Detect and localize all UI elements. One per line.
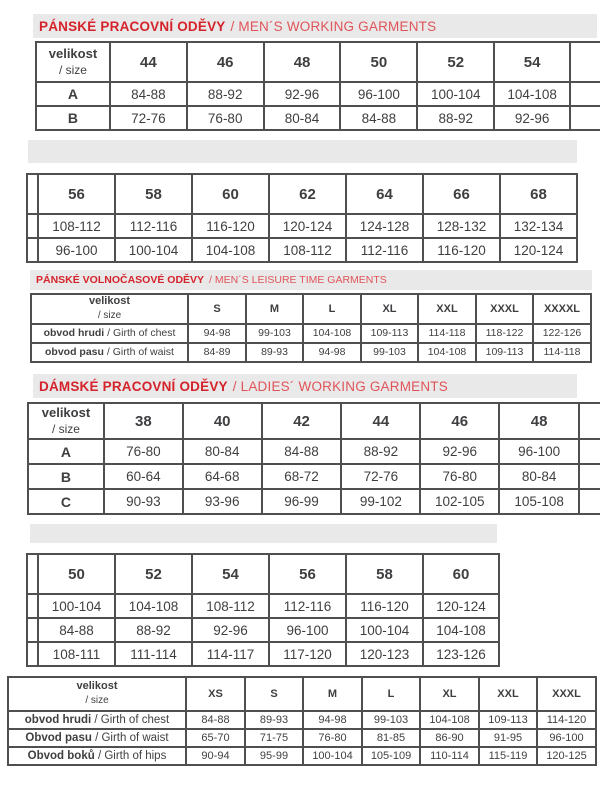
value-cell: 123-126 [423, 642, 499, 666]
value-cell: 72-76 [341, 464, 420, 489]
value-cell: 96-100 [340, 82, 417, 106]
value-cell: 118-122 [476, 324, 533, 343]
value-cell: 76-80 [303, 729, 362, 747]
value-cell: 108-111 [38, 642, 115, 666]
value-cell: 96-100 [499, 439, 579, 464]
value-cell: 100-104 [115, 238, 192, 262]
value-cell: 94-98 [303, 711, 362, 729]
value-cell: 92-96 [420, 439, 499, 464]
value-cell: 100-104 [346, 618, 423, 642]
size-header-cell: 38 [104, 403, 183, 439]
row-label-cell: obvod pasu / Girth of waist [31, 343, 188, 362]
value-cell: 112-116 [346, 238, 423, 262]
size-header-cell: 68 [500, 174, 577, 214]
clipped-overflow-cell [570, 82, 600, 106]
clipped-overflow-cell [579, 464, 600, 489]
section-title-czech: DÁMSKÉ PRACOVNÍ ODĚVY [39, 378, 228, 394]
value-cell: 76-80 [420, 464, 499, 489]
value-cell: 80-84 [264, 106, 341, 130]
value-cell: 115-119 [479, 747, 537, 765]
size-table-ladies-working-38-48 [27, 402, 600, 515]
value-cell: 108-112 [269, 238, 346, 262]
value-cell: 109-113 [476, 343, 533, 362]
value-cell: 104-108 [423, 618, 499, 642]
row-label-cell: obvod hrudi / Girth of chest [31, 324, 188, 343]
value-cell: 117-120 [269, 642, 346, 666]
value-cell: 120-123 [346, 642, 423, 666]
size-header-cell: M [303, 677, 362, 711]
value-cell: 96-100 [537, 729, 596, 747]
size-header-cell: 58 [115, 174, 192, 214]
size-header-cell: 46 [187, 42, 264, 82]
value-cell: 112-116 [269, 594, 346, 618]
value-cell: 88-92 [417, 106, 494, 130]
value-cell: 104-108 [494, 82, 570, 106]
size-header-cell: XL [361, 294, 418, 324]
row-label-cell: obvod hrudi / Girth of chest [8, 711, 186, 729]
value-cell: 105-109 [362, 747, 420, 765]
value-cell: 95-99 [245, 747, 303, 765]
size-header-cell: M [246, 294, 303, 324]
value-cell: 108-112 [38, 214, 115, 238]
value-cell: 100-104 [38, 594, 115, 618]
value-cell: 92-96 [494, 106, 570, 130]
clipped-overflow-cell [570, 42, 600, 82]
value-cell: 90-93 [104, 489, 183, 514]
value-cell: 109-113 [479, 711, 537, 729]
value-cell: 124-128 [346, 214, 423, 238]
size-header-cell: XXL [418, 294, 476, 324]
value-cell: 60-64 [104, 464, 183, 489]
value-cell: 84-88 [38, 618, 115, 642]
value-cell: 120-124 [500, 238, 577, 262]
value-cell: 108-112 [192, 594, 269, 618]
value-cell: 111-114 [115, 642, 192, 666]
value-cell: 104-108 [420, 711, 479, 729]
size-header-cell: 54 [494, 42, 570, 82]
value-cell: 84-88 [340, 106, 417, 130]
size-header-cell: 48 [499, 403, 579, 439]
size-table-men-leisure [30, 293, 592, 363]
size-table-ladies-leisure [7, 676, 597, 766]
size-header-cell: 66 [423, 174, 500, 214]
size-header-cell: 44 [341, 403, 420, 439]
value-cell: 104-108 [115, 594, 192, 618]
value-cell: 99-103 [362, 711, 420, 729]
clipped-overflow-cell [579, 489, 600, 514]
size-header-cell: 54 [192, 554, 269, 594]
value-cell: 100-104 [303, 747, 362, 765]
value-cell: 96-100 [38, 238, 115, 262]
spacer-bar [30, 524, 497, 543]
row-label-cell: Obvod boků / Girth of hips [8, 747, 186, 765]
value-cell: 92-96 [192, 618, 269, 642]
section-title-ladies-working [33, 374, 577, 398]
size-header-cell: 56 [38, 174, 115, 214]
section-title-english: / MEN´S WORKING GARMENTS [230, 18, 437, 34]
size-label-header-cell: velikost / size [8, 677, 186, 711]
value-cell: 112-116 [115, 214, 192, 238]
value-cell: 93-96 [183, 489, 262, 514]
size-header-cell: 58 [346, 554, 423, 594]
size-header-cell: XXXXL [533, 294, 591, 324]
size-header-cell: XXXL [476, 294, 533, 324]
size-header-cell: 40 [183, 403, 262, 439]
value-cell: 68-72 [262, 464, 342, 489]
value-cell: 84-88 [262, 439, 342, 464]
value-cell: 99-103 [361, 343, 418, 362]
value-cell: 91-95 [479, 729, 537, 747]
value-cell: 88-92 [115, 618, 192, 642]
clipped-label-cell [27, 594, 38, 618]
row-label-cell: Obvod pasu / Girth of waist [8, 729, 186, 747]
value-cell: 89-93 [246, 343, 303, 362]
value-cell: 80-84 [183, 439, 262, 464]
section-title-men-working [33, 14, 597, 38]
value-cell: 120-124 [423, 594, 499, 618]
value-cell: 110-114 [420, 747, 479, 765]
value-cell: 104-108 [418, 343, 476, 362]
size-header-cell: XL [420, 677, 479, 711]
size-table-men-working-44-54 [35, 41, 600, 131]
value-cell: 88-92 [341, 439, 420, 464]
row-label-cell: B [36, 106, 110, 130]
value-cell: 65-70 [186, 729, 245, 747]
value-cell: 94-98 [303, 343, 361, 362]
clipped-label-cell [27, 642, 38, 666]
size-header-cell: 42 [262, 403, 342, 439]
value-cell: 114-117 [192, 642, 269, 666]
value-cell: 64-68 [183, 464, 262, 489]
clipped-overflow-cell [579, 403, 600, 439]
value-cell: 116-120 [192, 214, 269, 238]
size-header-cell: XS [186, 677, 245, 711]
size-header-cell: 50 [38, 554, 115, 594]
size-header-cell: 52 [417, 42, 494, 82]
size-header-cell: 64 [346, 174, 423, 214]
size-header-cell: 62 [269, 174, 346, 214]
value-cell: 94-98 [188, 324, 246, 343]
value-cell: 76-80 [187, 106, 264, 130]
value-cell: 86-90 [420, 729, 479, 747]
spacer-bar [28, 140, 577, 163]
row-label-cell: A [36, 82, 110, 106]
value-cell: 109-113 [361, 324, 418, 343]
clipped-label-cell [27, 214, 38, 238]
value-cell: 128-132 [423, 214, 500, 238]
section-title-czech: PÁNSKÉ VOLNOČASOVÉ ODĚVY [36, 274, 205, 286]
size-header-cell: 50 [340, 42, 417, 82]
value-cell: 96-99 [262, 489, 342, 514]
size-header-cell: L [303, 294, 361, 324]
row-label-cell: C [28, 489, 104, 514]
value-cell: 104-108 [303, 324, 361, 343]
value-cell: 96-100 [269, 618, 346, 642]
section-title-czech: PÁNSKÉ PRACOVNÍ ODĚVY [39, 18, 226, 34]
value-cell: 132-134 [500, 214, 577, 238]
value-cell: 100-104 [417, 82, 494, 106]
section-title-english: / MEN´S LEISURE TIME GARMENTS [209, 274, 387, 286]
value-cell: 71-75 [245, 729, 303, 747]
size-header-cell: L [362, 677, 420, 711]
size-header-cell: 60 [192, 174, 269, 214]
value-cell: 116-120 [423, 238, 500, 262]
size-label-header-cell: velikost / size [31, 294, 188, 324]
section-title-english: / LADIES´ WORKING GARMENTS [232, 378, 448, 394]
size-header-cell: 46 [420, 403, 499, 439]
size-header-cell: 60 [423, 554, 499, 594]
value-cell: 80-84 [499, 464, 579, 489]
size-header-cell: 44 [110, 42, 187, 82]
value-cell: 114-120 [537, 711, 596, 729]
size-header-cell: 52 [115, 554, 192, 594]
value-cell: 90-94 [186, 747, 245, 765]
value-cell: 122-126 [533, 324, 591, 343]
size-label-header-cell: velikost / size [28, 403, 104, 439]
value-cell: 84-88 [110, 82, 187, 106]
size-table-men-working-56-68 [26, 173, 578, 263]
value-cell: 120-124 [269, 214, 346, 238]
value-cell: 116-120 [346, 594, 423, 618]
size-table-ladies-working-50-60 [26, 553, 500, 667]
value-cell: 84-89 [188, 343, 246, 362]
clipped-label-cell [27, 554, 38, 594]
row-label-cell: B [28, 464, 104, 489]
value-cell: 114-118 [533, 343, 591, 362]
value-cell: 105-108 [499, 489, 579, 514]
clipped-overflow-cell [579, 439, 600, 464]
size-header-cell: 48 [264, 42, 341, 82]
value-cell: 81-85 [362, 729, 420, 747]
value-cell: 88-92 [187, 82, 264, 106]
size-header-cell: S [188, 294, 246, 324]
row-label-cell: A [28, 439, 104, 464]
size-header-cell: XXL [479, 677, 537, 711]
clipped-label-cell [27, 238, 38, 262]
value-cell: 102-105 [420, 489, 499, 514]
value-cell: 120-125 [537, 747, 596, 765]
size-header-cell: S [245, 677, 303, 711]
value-cell: 89-93 [245, 711, 303, 729]
value-cell: 84-88 [186, 711, 245, 729]
value-cell: 76-80 [104, 439, 183, 464]
value-cell: 114-118 [418, 324, 476, 343]
value-cell: 72-76 [110, 106, 187, 130]
section-title-men-leisure [30, 270, 592, 290]
value-cell: 92-96 [264, 82, 341, 106]
value-cell: 99-102 [341, 489, 420, 514]
size-header-cell: XXXL [537, 677, 596, 711]
clipped-overflow-cell [570, 106, 600, 130]
size-header-cell: 56 [269, 554, 346, 594]
value-cell: 99-103 [246, 324, 303, 343]
value-cell: 104-108 [192, 238, 269, 262]
clipped-label-cell [27, 618, 38, 642]
size-label-header-cell: velikost / size [36, 42, 110, 82]
clipped-label-cell [27, 174, 38, 214]
